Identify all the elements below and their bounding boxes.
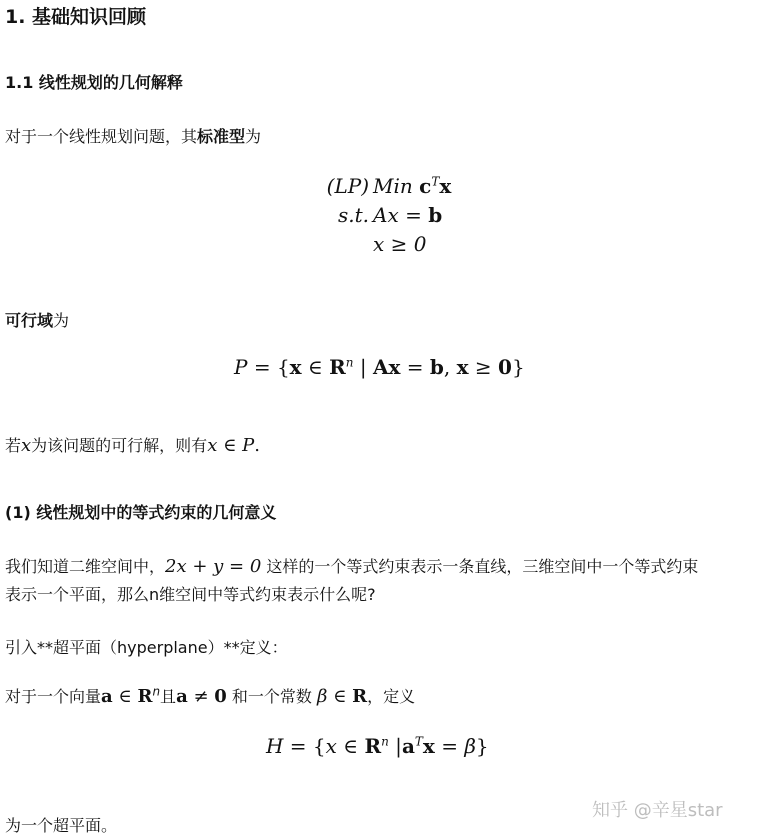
paragraph-equality-constraint xyxy=(5,553,698,609)
st-label: s.t. xyxy=(337,203,369,227)
c-vec: c xyxy=(419,174,432,198)
reals: R xyxy=(137,686,153,707)
reals: R xyxy=(352,686,368,707)
comma: , xyxy=(443,355,457,379)
eq: = { xyxy=(247,355,290,379)
transpose: T xyxy=(414,734,423,749)
text: 为该问题的可行解，则有 xyxy=(31,436,208,455)
reals: R xyxy=(329,355,346,379)
bold-text: 标准型 xyxy=(197,127,246,146)
lp-formula xyxy=(303,172,503,259)
x-vec: x xyxy=(439,174,452,198)
reals: R xyxy=(364,734,382,758)
neq: ≠ xyxy=(187,686,215,707)
b-vec: b xyxy=(428,203,443,227)
b-vec: b xyxy=(429,355,444,379)
close-brace: } xyxy=(511,355,525,379)
in: ∈ xyxy=(112,686,138,707)
paragraph-feasible-solution xyxy=(5,433,260,456)
dim: n xyxy=(381,734,389,749)
subsection-title: 1.1 线性规划的几何解释 xyxy=(5,73,183,92)
h-symbol: H xyxy=(266,734,284,758)
p-symbol: P xyxy=(234,355,248,379)
in: ∈ xyxy=(217,435,243,456)
min-word: Min xyxy=(373,174,413,198)
paragraph-hyperplane-intro: 引入**超平面（hyperplane）**定义： xyxy=(5,638,288,657)
text: 和一个常数 xyxy=(226,687,317,706)
period: . xyxy=(254,435,260,456)
transpose: T xyxy=(431,174,440,189)
watermark: 知乎 @辛星star xyxy=(592,800,723,821)
x-var: x xyxy=(207,435,218,456)
in: ∈ xyxy=(327,686,353,707)
bold-text: 可行域 xyxy=(5,311,54,330)
dim: n xyxy=(152,684,161,699)
beta: β xyxy=(464,734,476,758)
paragraph-conclusion: 为一个超平面。 xyxy=(5,816,118,835)
text: 对于一个线性规划问题，其 xyxy=(5,127,198,146)
ge: ≥ xyxy=(468,355,499,379)
eq: = xyxy=(405,203,422,227)
ax: Ax xyxy=(373,203,399,227)
paragraph-standard-form xyxy=(5,124,261,147)
bar: | xyxy=(388,734,402,758)
a-vec: a xyxy=(101,686,113,707)
eq: = xyxy=(434,734,465,758)
hyperplane-formula xyxy=(266,734,489,758)
eq: = xyxy=(400,355,430,379)
x-var: x xyxy=(325,734,337,758)
text: 且 xyxy=(160,687,177,706)
zero-vec: 0 xyxy=(498,355,512,379)
text: 对于一个向量 xyxy=(5,687,102,706)
eq: = { xyxy=(283,734,326,758)
lp-nonneg-row xyxy=(303,230,503,259)
lp-constraint1 xyxy=(373,201,503,230)
lp-constraint2: x ≥ 0 xyxy=(373,232,427,256)
close-brace: } xyxy=(475,734,489,758)
x-vec: x xyxy=(456,355,469,379)
bar: | xyxy=(353,355,373,379)
paragraph-feasible xyxy=(5,308,69,331)
lp-constraint-row xyxy=(303,201,503,230)
x-vec: x xyxy=(289,355,302,379)
dim: n xyxy=(345,355,354,370)
lp-objective xyxy=(373,172,503,201)
in: ∈ xyxy=(301,355,330,379)
text: ，定义 xyxy=(367,687,416,706)
ax-vec: Ax xyxy=(372,355,401,379)
x-var: x xyxy=(21,435,32,456)
p-symbol: P xyxy=(242,435,255,456)
text: 为 xyxy=(53,311,70,330)
a-vec: a xyxy=(176,686,188,707)
lp-objective-row xyxy=(303,172,503,201)
subsection2-title: (1) 线性规划中的等式约束的几何意义 xyxy=(5,503,277,522)
zero-vec: 0 xyxy=(214,686,227,707)
text-line2: 表示一个平面，那么n维空间中等式约束表示什么呢? xyxy=(5,585,376,604)
text: 我们知道二维空间中， xyxy=(5,557,166,576)
a-vec: a xyxy=(401,734,415,758)
section-title: 1. 基础知识回顾 xyxy=(5,6,147,28)
text: 若 xyxy=(5,436,22,455)
line-equation: 2x + y = 0 xyxy=(165,556,262,577)
x-vec: x xyxy=(422,734,435,758)
text: 这样的一个等式约束表示一条直线，三维空间中一个等式约束 xyxy=(261,557,699,576)
text: 为 xyxy=(245,127,262,146)
paragraph-hyperplane-def xyxy=(5,684,415,707)
in: ∈ xyxy=(336,734,365,758)
lp-label: (LP) xyxy=(326,174,369,198)
beta: β xyxy=(316,686,328,707)
feasible-set-formula xyxy=(234,355,525,379)
